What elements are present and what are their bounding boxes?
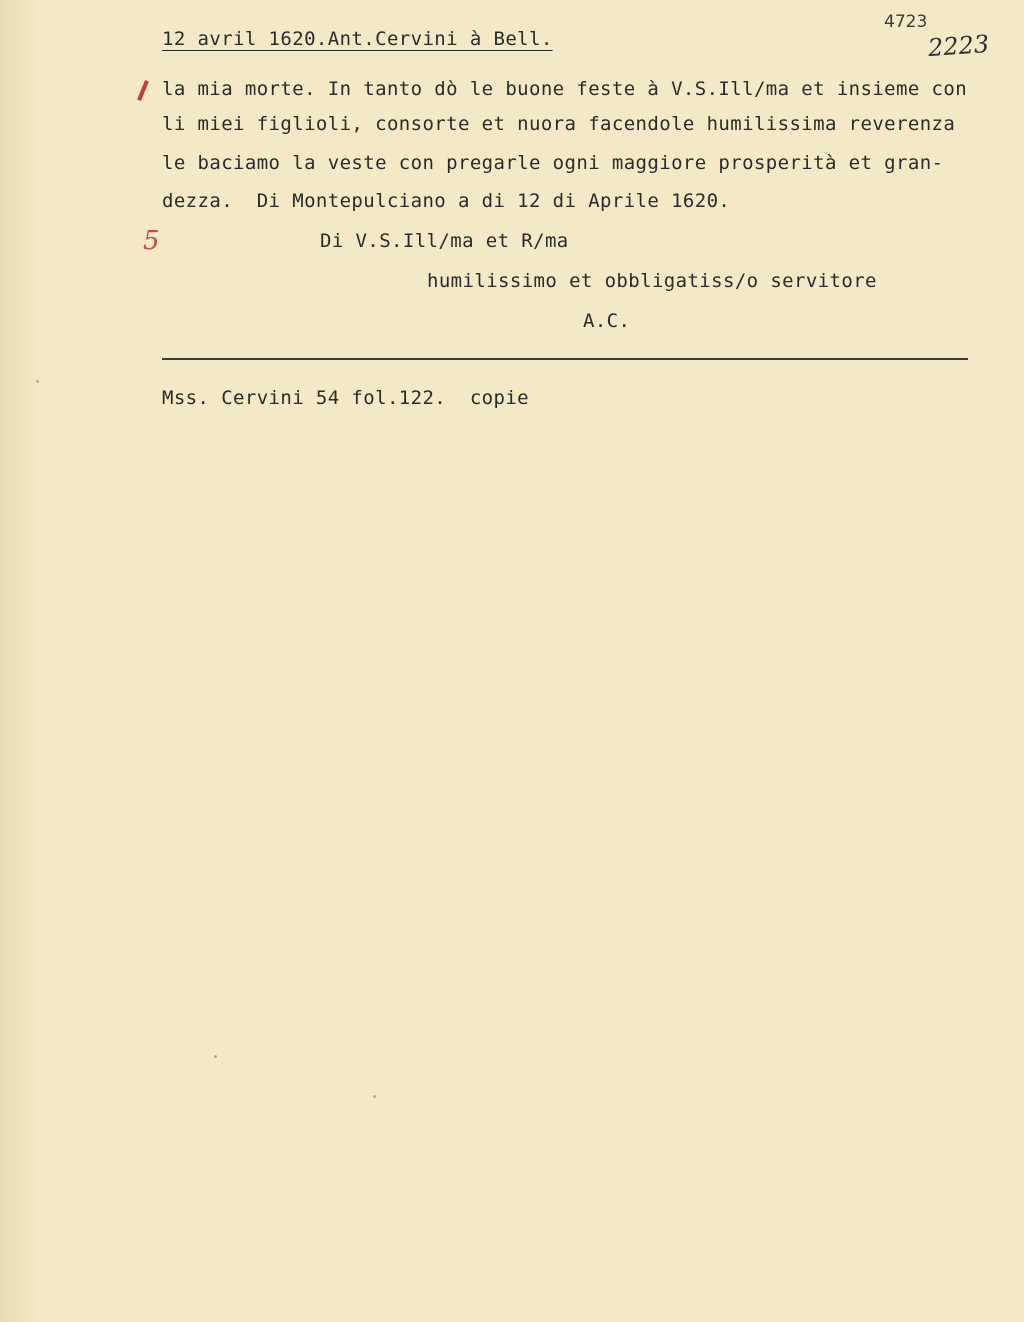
horizontal-divider (162, 358, 968, 360)
source-note: Mss. Cervini 54 fol.122. copie (162, 387, 530, 409)
handwritten-number: 2223 (927, 29, 990, 63)
body-line-1: la mia morte. In tanto dò le buone feste à V.S.Ill/ma et insieme con (162, 78, 968, 100)
closing-salutation: Di V.S.Ill/ma et R/ma (320, 230, 569, 252)
paper-speck (214, 1055, 217, 1058)
red-margin-mark (137, 80, 149, 101)
body-line-3: le baciamo la veste con pregarle ogni maggiore prosperità et gran- (162, 152, 944, 174)
paper-speck (373, 1095, 376, 1098)
signature-initials: A.C. (583, 310, 631, 332)
paper-edge (0, 0, 40, 1322)
document-header: 12 avril 1620.Ant.Cervini à Bell. (162, 28, 553, 50)
body-line-2: li miei figlioli, consorte et nuora facendole humilissima reverenza (162, 113, 956, 135)
red-margin-number: 5 (143, 226, 160, 256)
archive-number: 4723 (884, 12, 928, 32)
paper-speck (36, 380, 39, 383)
signature-line: humilissimo et obbligatiss/o servitore (427, 270, 877, 292)
body-line-4: dezza. Di Montepulciano a di 12 di Aprile 1620. (162, 190, 731, 212)
